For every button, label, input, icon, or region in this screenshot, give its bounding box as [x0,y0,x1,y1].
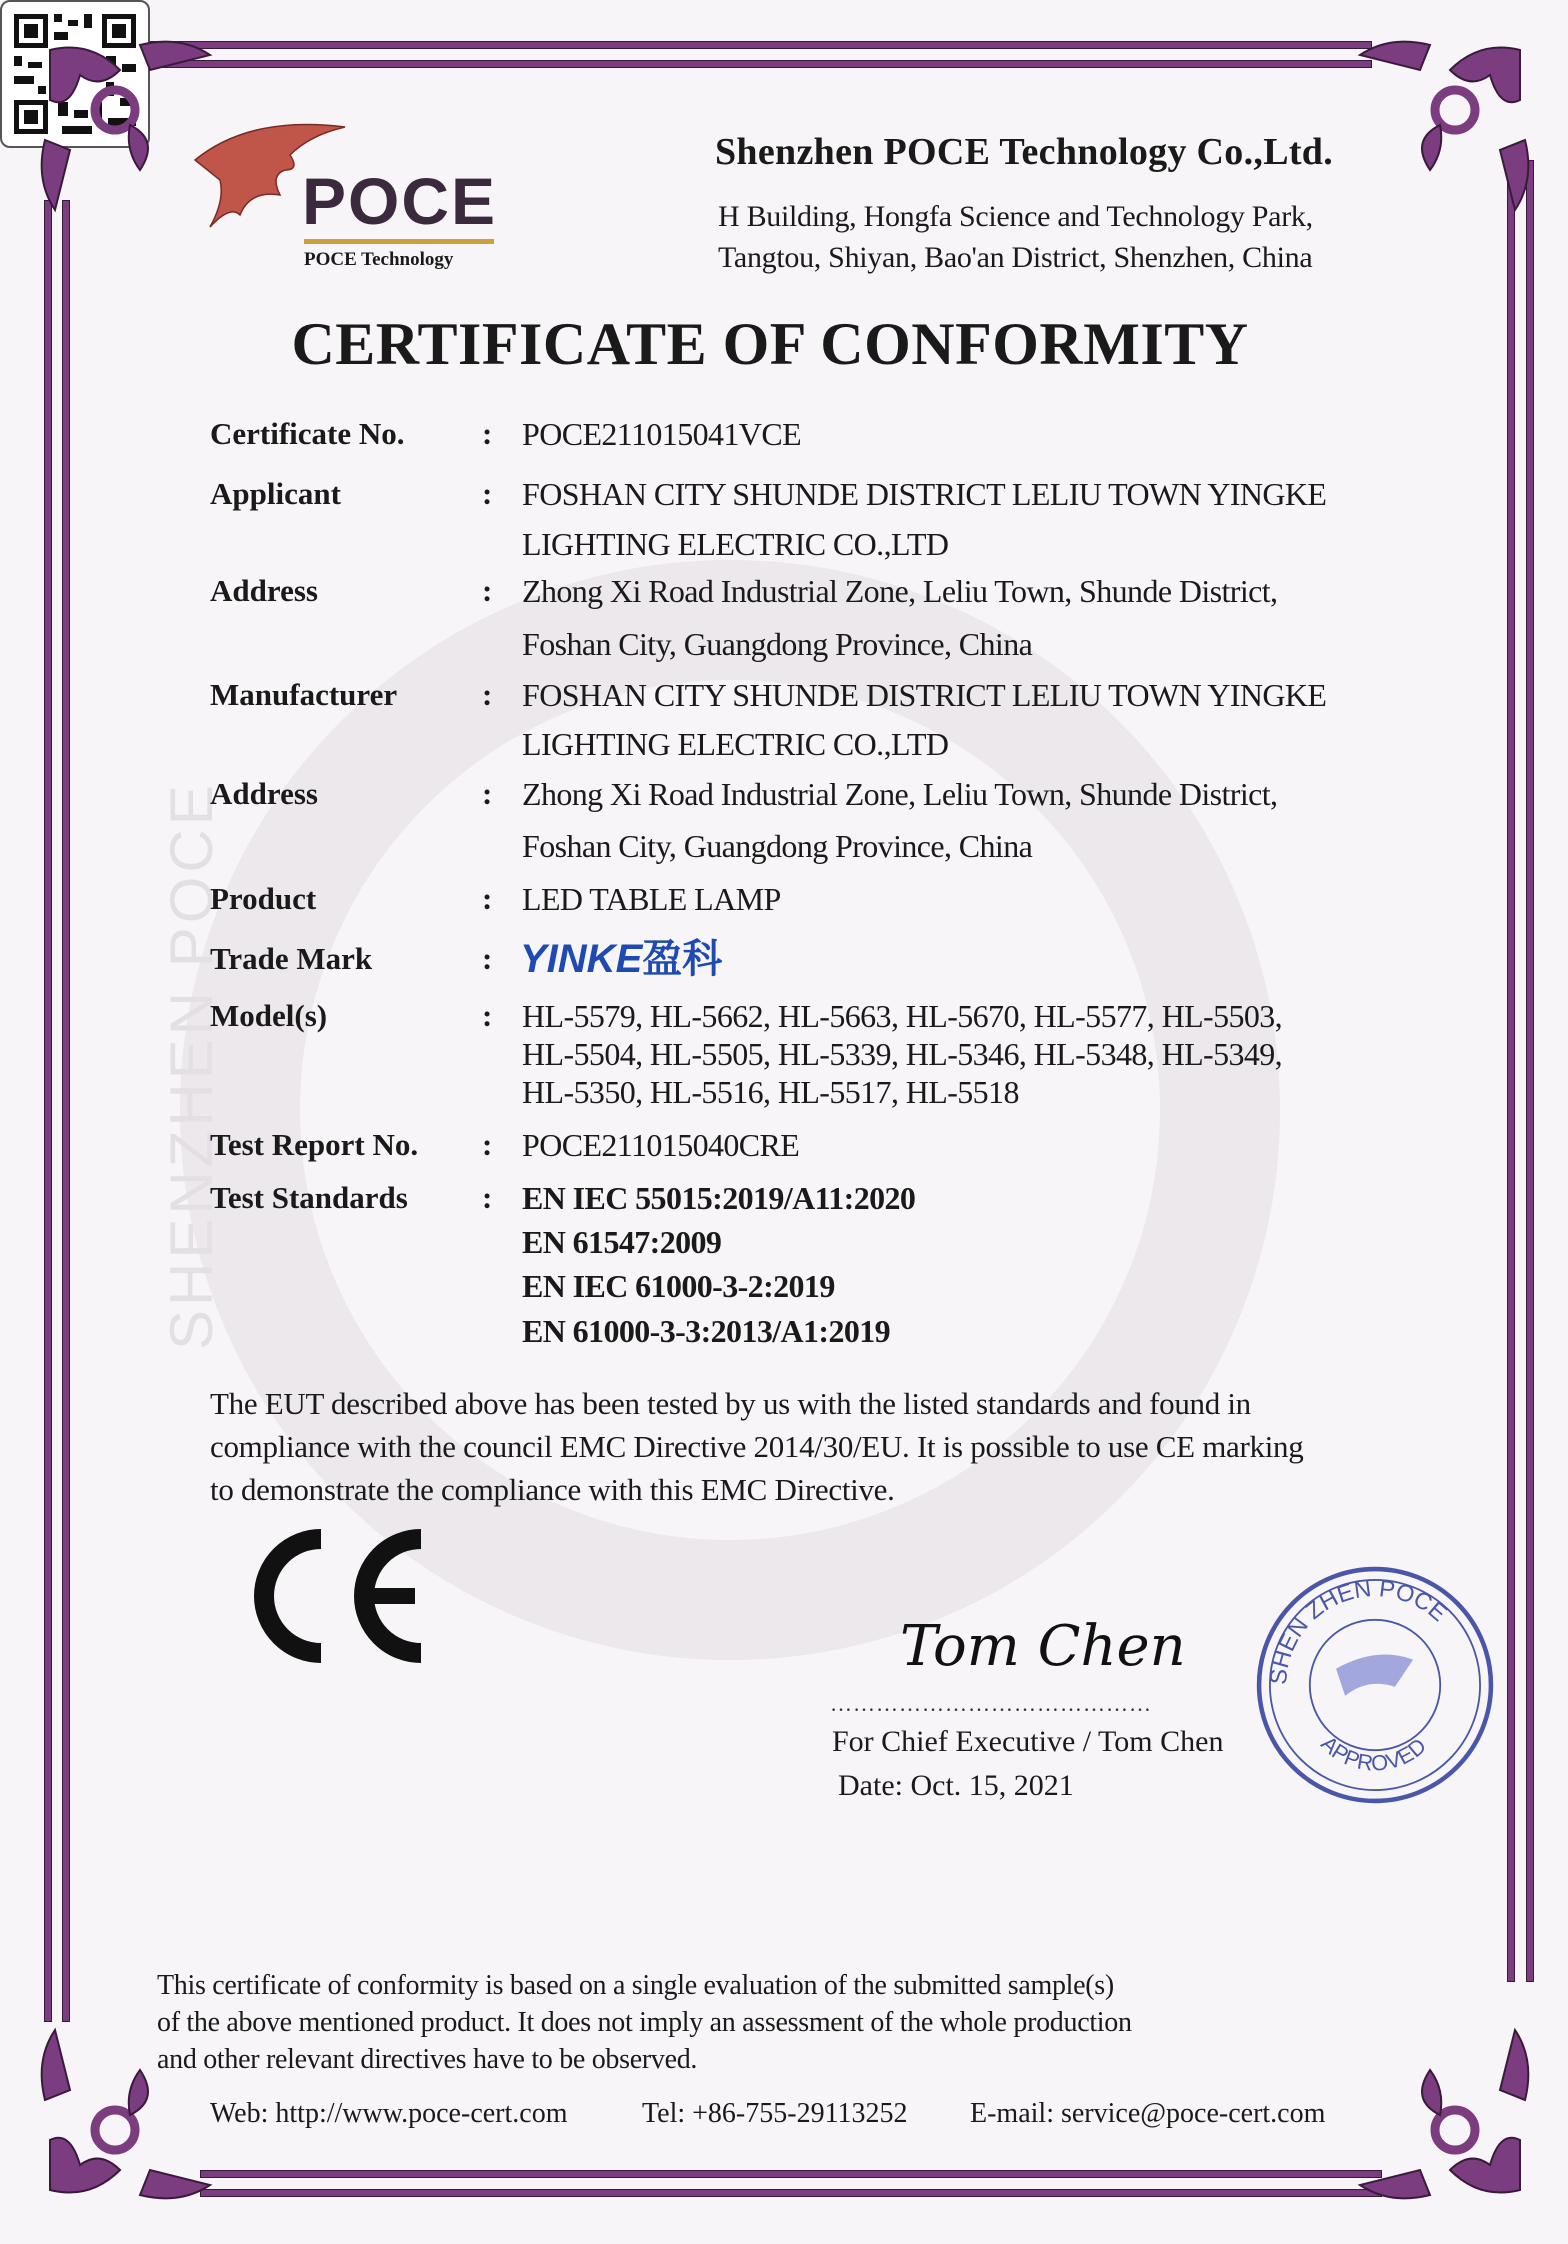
test-report-no-label: Test Report No. [210,1127,419,1162]
svg-text:APPROVED [1316,1731,1431,1776]
border-top-outer [150,41,1372,49]
border-left-outer [44,200,52,2022]
contact-email: E-mail: service@poce-cert.com [970,2098,1326,2129]
border-bottom-inner [200,2170,1382,2178]
company-address-line: Tangtou, Shiyan, Bao'an District, Shenzhen, China [718,241,1313,274]
manufacturer-value: FOSHAN CITY SHUNDE DISTRICT LELIU TOWN YINGKE [522,677,1327,713]
colon: : [482,677,493,712]
corner-ornament-top-right-icon [1340,30,1540,230]
manufacturer-address-value: Zhong Xi Road Industrial Zone, Leliu Town, Shunde District, [522,776,1278,812]
product-label: Product [210,881,317,916]
border-right-outer [1526,160,1534,1982]
test-standard: EN 61000-3-3:2013/A1:2019 [522,1313,891,1349]
statement-line: to demonstrate the compliance with this EMC Directive. [210,1472,895,1507]
poce-logo [190,115,520,285]
colon: : [482,998,493,1033]
corner-ornament-bottom-right-icon [1340,2010,1540,2210]
stamp-top-text: SHEN ZHEN POCE [1264,1575,1453,1686]
signature-date: Date: Oct. 15, 2021 [838,1769,1074,1802]
manufacturer-address-label: Address [210,776,318,811]
colon: : [482,881,493,916]
logo-underline [304,239,494,244]
trade-mark-label: Trade Mark [210,941,373,976]
border-bottom-outer [200,2189,1382,2197]
product-value: LED TABLE LAMP [522,881,781,917]
statement-line: The EUT described above has been tested by us with the listed standards and found in [210,1386,1251,1421]
test-standard: EN 61547:2009 [522,1224,722,1260]
applicant-label: Applicant [210,476,341,511]
disclaimer-line: This certificate of conformity is based on a single evaluation of the submitted sample(s) [157,1970,1114,2001]
signed-for: For Chief Executive / Tom Chen [832,1725,1224,1758]
company-name: Shenzhen POCE Technology Co.,Ltd. [715,131,1334,173]
watermark-text: SHENZHEN POCE [158,781,225,1350]
disclaimer-line: and other relevant directives have to be observed. [157,2044,698,2075]
company-address-line: H Building, Hongfa Science and Technology Park, [718,200,1313,233]
signature-dots: …………………………………… [830,1691,1152,1716]
ce-mark-icon [243,1517,433,1675]
contact-tel: Tel: +86-755-29113252 [642,2098,908,2129]
manufacturer-label: Manufacturer [210,677,398,712]
models-value: HL-5504, HL-5505, HL-5339, HL-5346, HL-5348, HL-5349, [522,1036,1283,1072]
border-right-inner [1507,160,1515,1982]
border-left-inner [62,200,70,2022]
colon: : [482,776,493,811]
trade-mark-logo [520,936,722,982]
colon: : [482,573,493,608]
manufacturer-value: LIGHTING ELECTRIC CO.,LTD [522,726,949,762]
models-value: HL-5579, HL-5662, HL-5663, HL-5670, HL-5577, HL-5503, [522,998,1283,1034]
models-value: HL-5350, HL-5516, HL-5517, HL-5518 [522,1074,1019,1110]
certificate-no-label: Certificate No. [210,416,405,451]
stamp-bottom-text: APPROVED [1316,1730,1431,1776]
test-standard: EN IEC 55015:2019/A11:2020 [522,1180,916,1216]
test-standards-label: Test Standards [210,1180,408,1215]
trade-mark-latin: YINKE [520,937,643,981]
applicant-address-value: Foshan City, Guangdong Province, China [522,626,1033,662]
applicant-address-value: Zhong Xi Road Industrial Zone, Leliu Town, Shunde District, [522,573,1278,609]
colon: : [482,416,493,451]
colon: : [482,941,493,976]
certificate-no-value: POCE211015041VCE [522,416,802,452]
applicant-address-label: Address [210,573,318,608]
models-label: Model(s) [210,998,328,1033]
statement-line: compliance with the council EMC Directive 2014/30/EU. It is possible to use CE marking [210,1429,1304,1464]
test-report-no-value: POCE211015040CRE [522,1127,800,1163]
applicant-value: LIGHTING ELECTRIC CO.,LTD [522,526,949,562]
border-top-inner [150,60,1372,68]
colon: : [482,476,493,511]
test-standard: EN IEC 61000-3-2:2019 [522,1268,835,1304]
logo-tagline: POCE Technology [304,249,454,270]
logo-wordmark: POCE [302,164,498,238]
contact-web: Web: http://www.poce-cert.com [210,2098,568,2129]
disclaimer-line: of the above mentioned product. It does not imply an assessment of the whole production [157,2007,1132,2038]
manufacturer-address-value: Foshan City, Guangdong Province, China [522,828,1033,864]
applicant-value: FOSHAN CITY SHUNDE DISTRICT LELIU TOWN YINGKE [522,476,1327,512]
trade-mark-chinese: 盈科 [642,937,723,981]
company-stamp-icon [1250,1560,1500,1810]
signature-handwriting: Tom Chen [900,1614,1186,1679]
colon: : [482,1127,493,1162]
page-title: CERTIFICATE OF CONFORMITY [291,311,1249,377]
colon: : [482,1180,493,1215]
